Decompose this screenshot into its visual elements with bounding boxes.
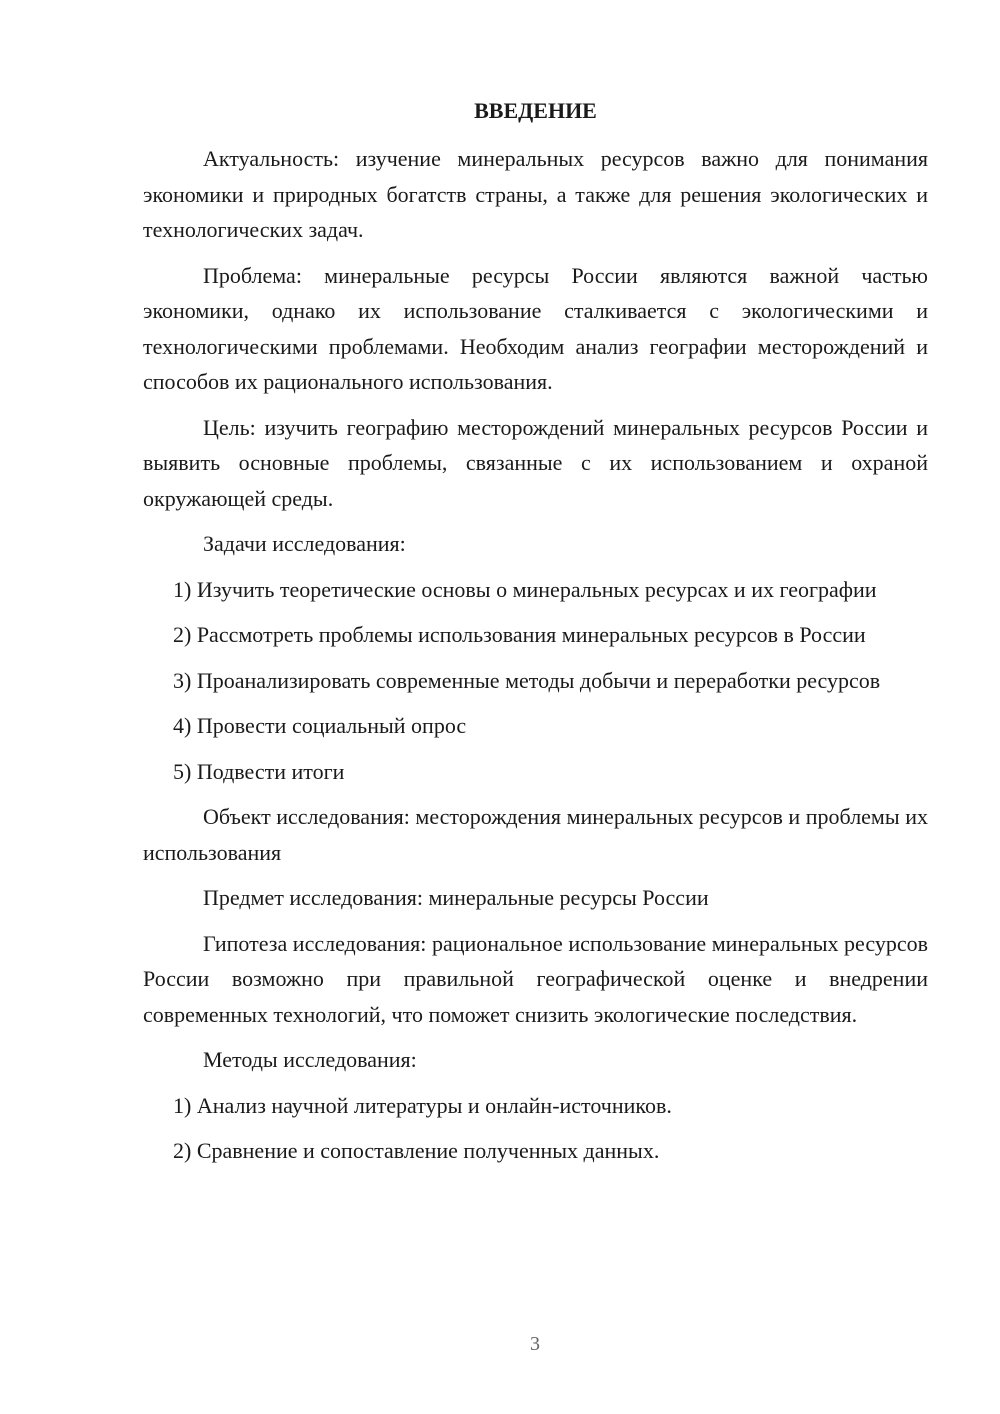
paragraph-subject: Предмет исследования: минеральные ресурсы России xyxy=(203,885,709,910)
task-item-3: 3) Проанализировать современные методы добычи и переработки ресурсов xyxy=(173,667,881,693)
task-item-4: 4) Провести социальный опрос xyxy=(173,713,467,738)
section-title: ВВЕДЕНИЕ xyxy=(474,98,597,123)
paragraph-tasks-heading: Задачи исследования: xyxy=(203,531,406,556)
paragraph-object: Объект исследования: месторождения минеральных ресурсов и проблемы их использования xyxy=(143,804,928,865)
paragraph-relevance: Актуальность: изучение минеральных ресурсов важно для понимания экономики и природных богатств страны, а также для решения экологических и технологических задач. xyxy=(143,146,928,242)
page-number: 3 xyxy=(530,1333,540,1355)
task-item-2: 2) Рассмотреть проблемы использования минеральных ресурсов в России xyxy=(173,622,866,647)
paragraph-problem: Проблема: минеральные ресурсы России являются важной частью экономики, однако их использование сталкивается с экологическими и технологическими проблемами. Необходим анализ географии месторождений и способов их рационального использования. xyxy=(143,262,928,394)
document-page xyxy=(143,94,928,1179)
paragraph-hypothesis: Гипотеза исследования: рациональное использование минеральных ресурсов России возможно при правильной географической оценке и внедрении современных технологий, что поможет снизить экологические последствия. xyxy=(143,930,928,1027)
method-item-2: 2) Сравнение и сопоставление полученных данных. xyxy=(173,1138,660,1163)
task-item-1: 1) Изучить теоретические основы о минеральных ресурсах и их географии xyxy=(173,576,877,602)
task-item-5: 5) Подвести итоги xyxy=(173,758,345,784)
paragraph-methods-heading: Методы исследования: xyxy=(203,1047,417,1072)
method-item-1: 1) Анализ научной литературы и онлайн-источников. xyxy=(173,1092,672,1118)
paragraph-goal: Цель: изучить географию месторождений минеральных ресурсов России и выявить основные проблемы, связанные с их использованием и охраной окружающей среды. xyxy=(143,414,928,511)
